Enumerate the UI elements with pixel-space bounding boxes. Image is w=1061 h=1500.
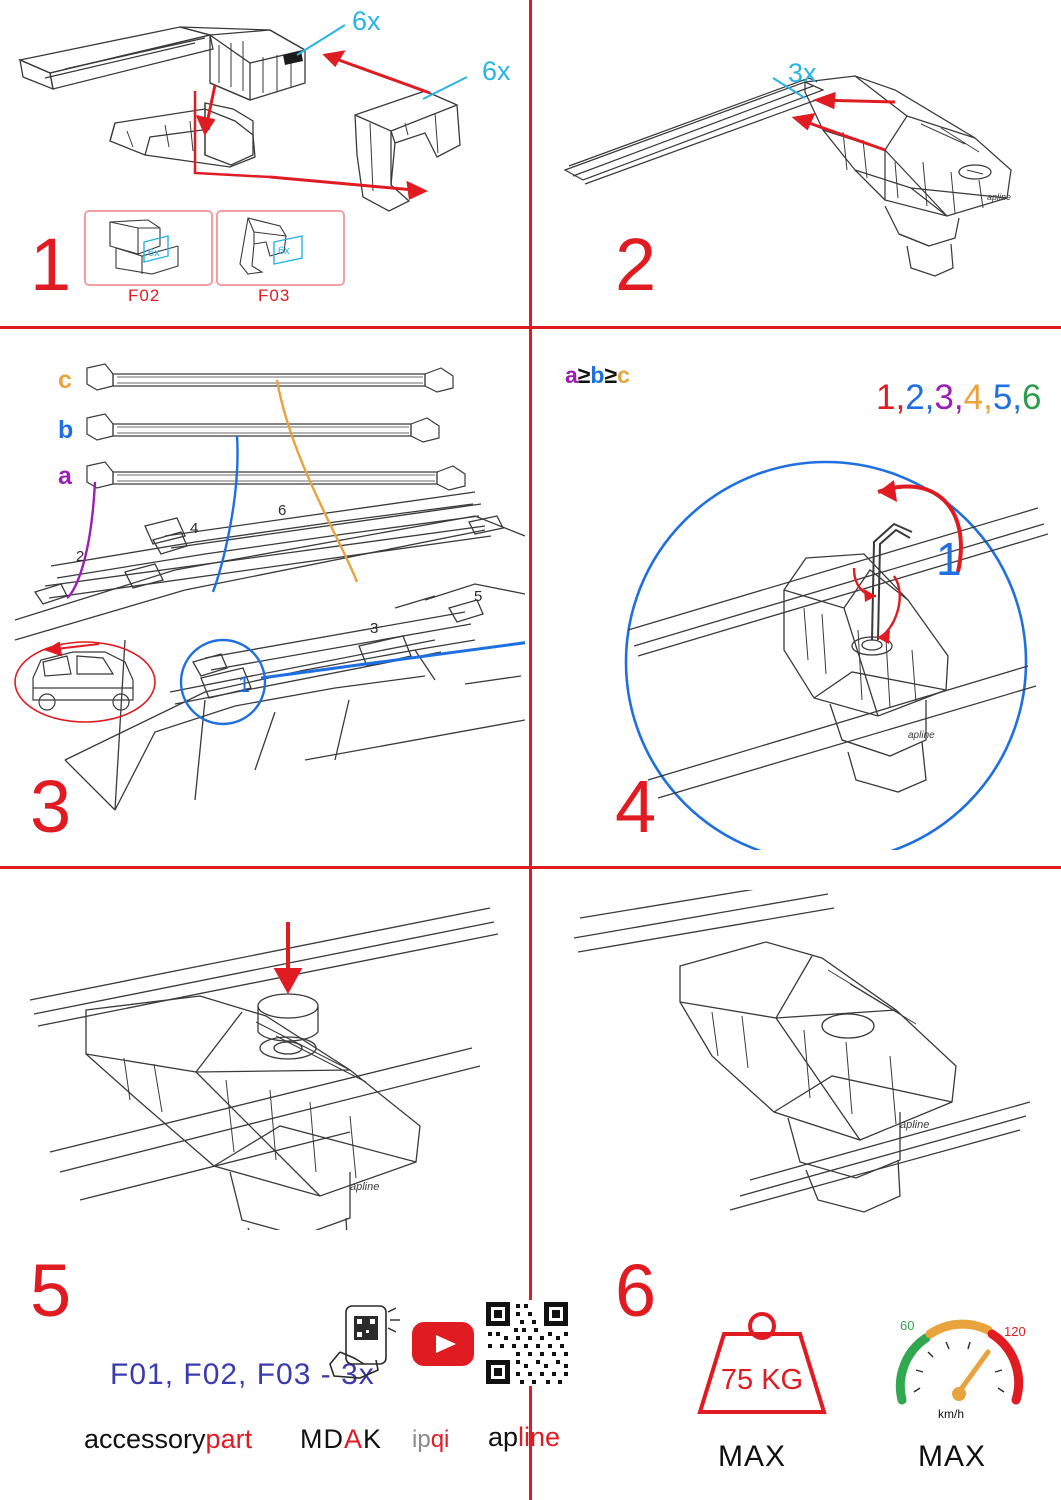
position-number-1: 1 — [238, 672, 251, 697]
step-5-illustration — [20, 890, 520, 1230]
speedometer-icon — [886, 1296, 1036, 1426]
qty-label-6x-b: 6x — [482, 56, 511, 86]
svg-text:apline: apline — [900, 1119, 930, 1131]
part-code-box-f03 — [216, 210, 345, 286]
weight-limit-icon — [692, 1300, 832, 1420]
position-number-2: 2 — [76, 548, 85, 565]
svg-text:6x: 6x — [148, 247, 160, 259]
brand-apline: apline — [488, 1422, 561, 1452]
step-number-6: 6 — [615, 1249, 657, 1332]
step-number-2: 2 — [615, 223, 657, 306]
step-4-illustration — [608, 450, 1048, 850]
part-code-box-f02 — [84, 210, 213, 286]
phone-scan-icon — [320, 1302, 410, 1382]
bar-label-a: a — [58, 462, 72, 490]
weight-max-label: MAX — [718, 1440, 787, 1473]
step-number-4: 4 — [615, 765, 657, 848]
step-number-3: 3 — [30, 765, 72, 848]
bar-label-b: b — [58, 416, 74, 444]
part-code-label-f03: F03 — [258, 286, 291, 305]
speed-max-label: MAX — [918, 1440, 987, 1473]
svg-text:km/h: km/h — [938, 1407, 965, 1421]
part-code-label-f02: F02 — [128, 286, 161, 305]
step-number-5: 5 — [30, 1249, 72, 1332]
qty-label-6x-a: 6x — [352, 6, 381, 36]
step-3-illustration — [5, 340, 525, 860]
part-list-label: F01, F02, F03 - 3x — [110, 1358, 375, 1391]
qr-code-icon[interactable] — [484, 1300, 570, 1386]
divider-col-row1 — [529, 0, 532, 326]
brand-accessorypart: accessorypart — [84, 1424, 253, 1454]
size-rule-label: a≥b≥c — [565, 362, 630, 388]
brand-mdak: MDAK — [300, 1424, 383, 1454]
position-number-4: 4 — [190, 520, 199, 537]
position-number-3: 3 — [370, 620, 379, 637]
svg-text:apline: apline — [908, 730, 935, 741]
qty-label-3x: 3x — [788, 58, 817, 88]
part-f02-thumb — [86, 212, 207, 280]
svg-text:6x: 6x — [278, 245, 290, 257]
bar-label-c: c — [58, 366, 72, 394]
divider-col-row3 — [529, 866, 532, 1500]
tightening-sequence: 1,2,3,4,5,6 — [876, 378, 1042, 417]
svg-text:120: 120 — [1004, 1324, 1026, 1339]
position-number-5: 5 — [474, 588, 483, 605]
svg-text:60: 60 — [900, 1318, 915, 1333]
weight-value-label: 75 KG — [720, 1364, 804, 1396]
svg-text:apline: apline — [987, 192, 1012, 202]
position-number-6: 6 — [278, 502, 287, 519]
brand-ipqi: ipqi — [412, 1426, 450, 1453]
divider-col-row2 — [529, 326, 532, 866]
step-6-illustration — [560, 890, 1030, 1220]
step-4-callout-number: 1 — [936, 533, 962, 585]
svg-text:apline: apline — [350, 1181, 380, 1193]
step-number-1: 1 — [30, 223, 72, 306]
youtube-icon[interactable] — [412, 1322, 474, 1366]
part-f03-thumb — [218, 212, 339, 280]
